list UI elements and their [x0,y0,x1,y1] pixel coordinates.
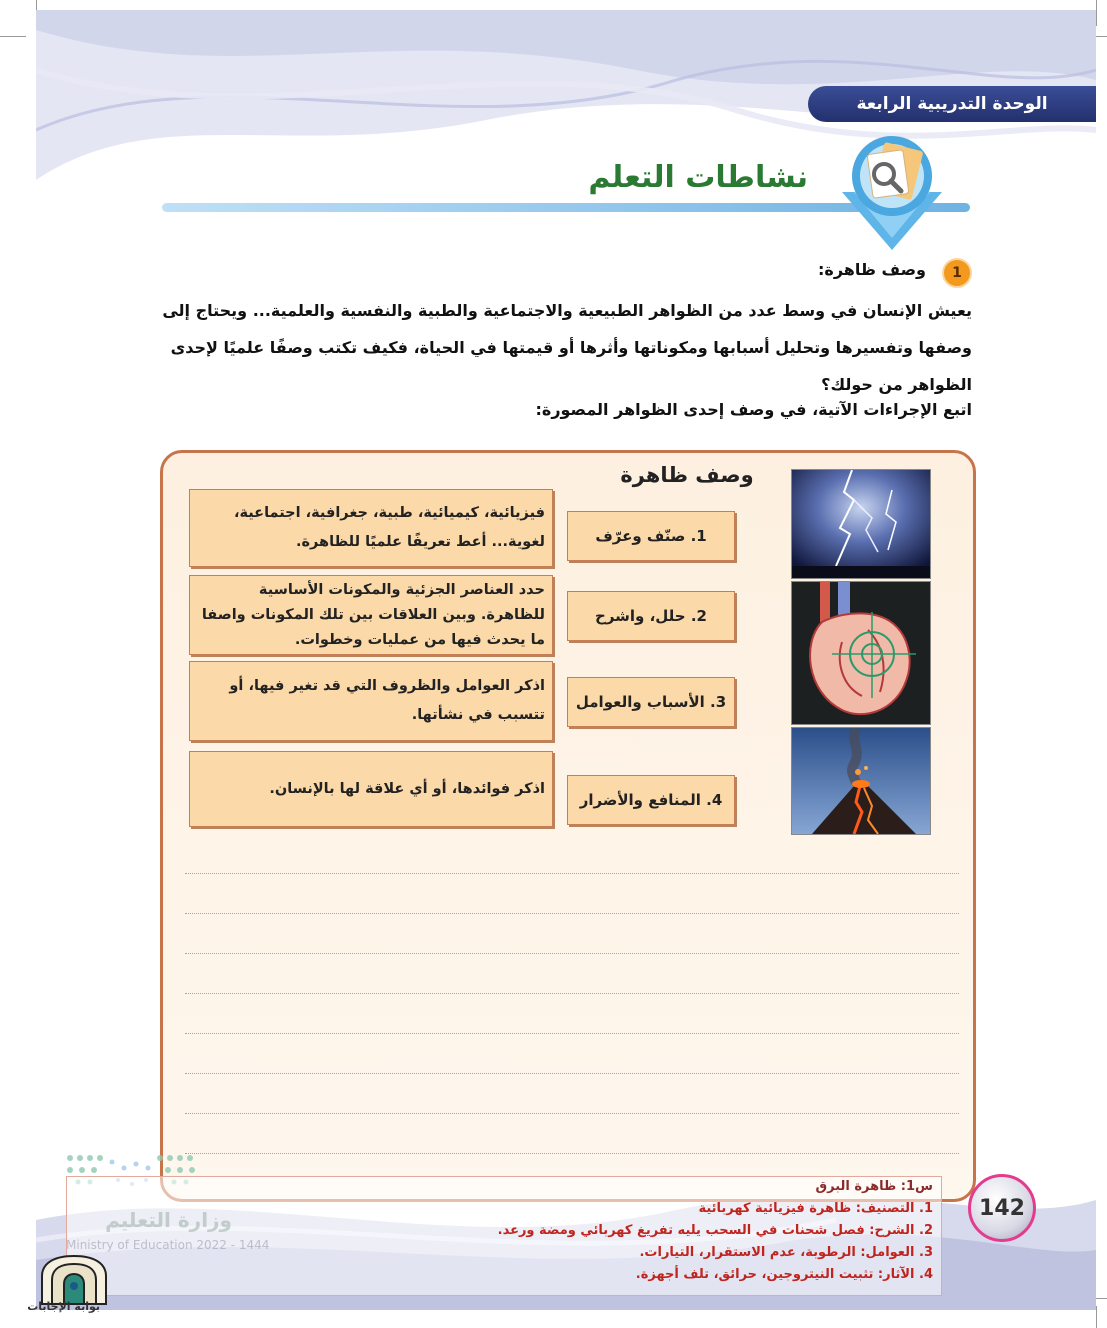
intro-paragraph [162,292,972,403]
description-text: فيزيائية، كيميائية، طبية، جغرافية، اجتماعية، لغوية... أعط تعريفًا علميًا للظاهرة. [233,505,545,550]
step-benefits-harms: 4. المنافع والأضرار [567,775,735,825]
answer-line: 3. العوامل: الرطوبة، عدم الاستقرار، التيارات. [639,1245,933,1260]
volcano-photo [791,727,931,835]
lightning-photo [791,469,931,579]
description-box [189,751,553,827]
description-box [189,661,553,741]
answer-question: س1: ظاهرة البرق [815,1179,933,1194]
step-analyze-explain: 2. حلل، واشرح [567,591,735,641]
description-box [189,575,553,655]
writing-line [185,953,959,954]
answer-line: 4. الآثار: تثبيت النيتروجين، حرائق، تلف أجهزة. [635,1267,933,1282]
worksheet-title: وصف ظاهرة [620,463,754,487]
answer-line: 2. الشرح: فصل شحنات في السحب يليه تفريغ كهربائي ومضة ورعد. [497,1223,933,1238]
answer-line: 1. التصنيف: ظاهرة فيزيائية كهربائية [698,1201,933,1216]
site-label: بوابة الإجابات [27,1300,100,1313]
worksheet-panel [160,450,976,1202]
instruction-text: اتبع الإجراءات الآتية، في وصف إحدى الظواهر المصورة: [535,400,972,419]
step-classify-define: 1. صنّف وعرّف [567,511,735,561]
intro-line: يعيش الإنسان في وسط عدد من الظواهر الطبيعية والاجتماعية والطبية والنفسية والعلمية... ويحتاج إلى [162,301,972,320]
ministry-watermark: وزارة التعليم [105,1208,232,1232]
step-causes-factors: 3. الأسباب والعوامل [567,677,735,727]
writing-line [185,873,959,874]
writing-line [185,1033,959,1034]
ministry-name-en: Ministry of Education [66,1238,193,1252]
writing-line [185,1153,959,1154]
heart-diagram [791,581,931,725]
intro-line: وصفها وتفسيرها وتحليل أسبابها ومكوناتها وأثرها أو قيمتها في الحياة، فكيف تكتب وصفًا علميًا لإحدى [170,338,972,357]
intro-line: الظواهر من حولك؟ [821,375,972,394]
writing-line [185,913,959,914]
answers-gate-logo-icon [36,1254,112,1306]
textbook-page [36,10,1096,1310]
page-number-badge: 142 [968,1174,1036,1242]
crop-mark [1096,1306,1097,1328]
crop-mark [0,36,26,37]
magnifier-folder-icon [834,128,950,256]
ministry-watermark-en [66,1238,269,1252]
crop-mark [1096,0,1097,26]
description-text: اذكر فوائدها، أو أي علاقة لها بالإنسان. [269,780,545,797]
description-box [189,489,553,567]
question-number-badge: 1 [942,258,972,288]
writing-line [185,993,959,994]
ministry-year: 2022 - 1444 [196,1238,270,1252]
answer-box [66,1176,942,1296]
section-title: نشاطات التعلم [588,160,808,195]
writing-line [185,1073,959,1074]
writing-line [185,1113,959,1114]
question-label: وصف ظاهرة: [818,260,926,279]
description-text: حدد العناصر الجزئية والمكونات الأساسية للظاهرة. وبين العلاقات بين تلك المكونات واصفا ما يحدث فيها من عمليات وخطوات. [201,581,545,648]
unit-banner: الوحدة التدريبية الرابعة [808,86,1096,122]
description-text: اذكر العوامل والظروف التي قد تغير فيها، أو تتسبب في نشأتها. [229,678,545,723]
